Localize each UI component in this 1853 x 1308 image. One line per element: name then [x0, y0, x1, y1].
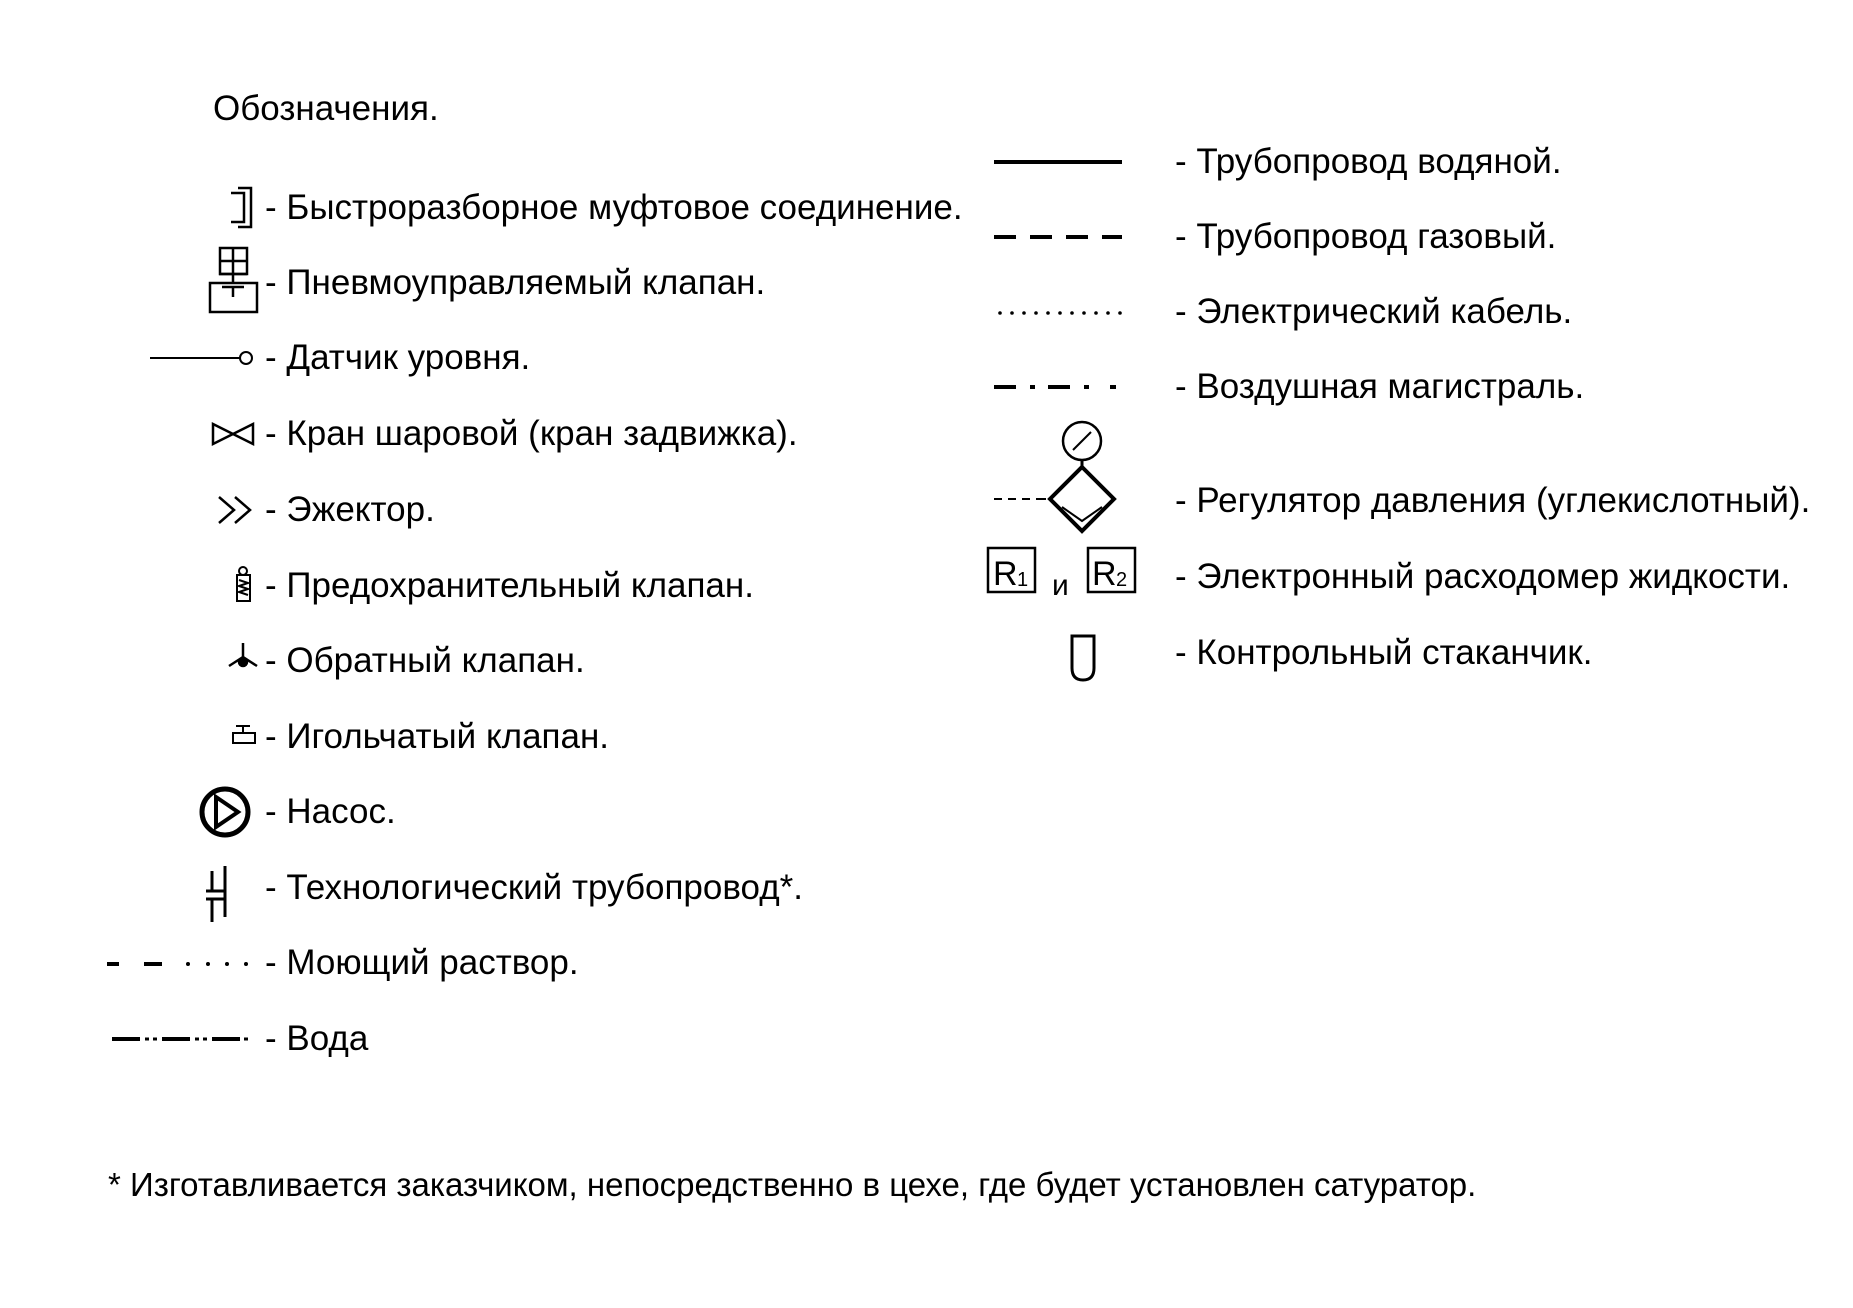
flow-meter-r2-label: R	[1092, 555, 1117, 593]
process-pipeline-icon	[206, 866, 225, 922]
legend-text-pump: - Насос.	[265, 792, 396, 831]
needle-valve-icon	[233, 726, 255, 743]
legend-text-water: - Вода	[265, 1019, 369, 1058]
check-valve-icon	[229, 643, 257, 666]
legend-text-water-pipeline: - Трубопровод водяной.	[1175, 142, 1562, 181]
legend-text-air-main: - Воздушная магистраль.	[1175, 367, 1585, 406]
legend-text-pressure-regulator: - Регулятор давления (углекислотный).	[1175, 481, 1811, 520]
legend-text-check-valve: - Обратный клапан.	[265, 641, 585, 680]
control-cup-icon	[1072, 636, 1094, 680]
flow-meter-icon	[988, 548, 1135, 602]
legend-text-level-sensor: - Датчик уровня.	[265, 338, 531, 377]
flow-meter-r1-label: R	[993, 555, 1018, 593]
legend-text-quick-coupling: - Быстроразборное муфтовое соединение.	[265, 188, 963, 227]
pressure-regulator-icon	[994, 422, 1114, 531]
legend-text-process-pipeline: - Технологический трубопровод*.	[265, 868, 804, 907]
washing-solution-line-icon	[107, 962, 248, 966]
level-sensor-icon	[150, 352, 252, 364]
quick-coupling-icon	[231, 188, 251, 227]
ball-valve-icon	[213, 424, 253, 444]
safety-valve-icon	[237, 567, 250, 601]
legend-text-ball-valve: - Кран шаровой (кран задвижка).	[265, 414, 798, 453]
legend-text-gas-pipeline: - Трубопровод газовый.	[1175, 217, 1557, 256]
flow-meter-r1-sub: 1	[1017, 569, 1029, 591]
pneumatic-valve-icon	[210, 248, 257, 312]
legend-text-ejector: - Эжектор.	[265, 490, 435, 529]
flow-meter-and-label: и	[1052, 569, 1069, 602]
legend-text-washing-solution: - Моющий раствор.	[265, 943, 579, 982]
ejector-icon	[219, 497, 250, 523]
flow-meter-r2-sub: 2	[1116, 569, 1128, 591]
legend-text-flow-meter: - Электронный расходомер жидкости.	[1175, 557, 1791, 596]
electric-cable-line-icon	[998, 311, 1122, 315]
pump-icon	[202, 789, 248, 835]
legend-text-electric-cable: - Электрический кабель.	[1175, 292, 1573, 331]
legend-text-safety-valve: - Предохранительный клапан.	[265, 566, 754, 605]
legend-text-pneumatic-valve: - Пневмоуправляемый клапан.	[265, 263, 766, 302]
legend-text-needle-valve: - Игольчатый клапан.	[265, 717, 610, 756]
legend-title: Обозначения.	[213, 89, 439, 128]
footnote: * Изготавливается заказчиком, непосредственно в цехе, где будет установлен сатуратор.	[108, 1166, 1477, 1203]
legend-text-control-cup: - Контрольный стаканчик.	[1175, 633, 1593, 672]
